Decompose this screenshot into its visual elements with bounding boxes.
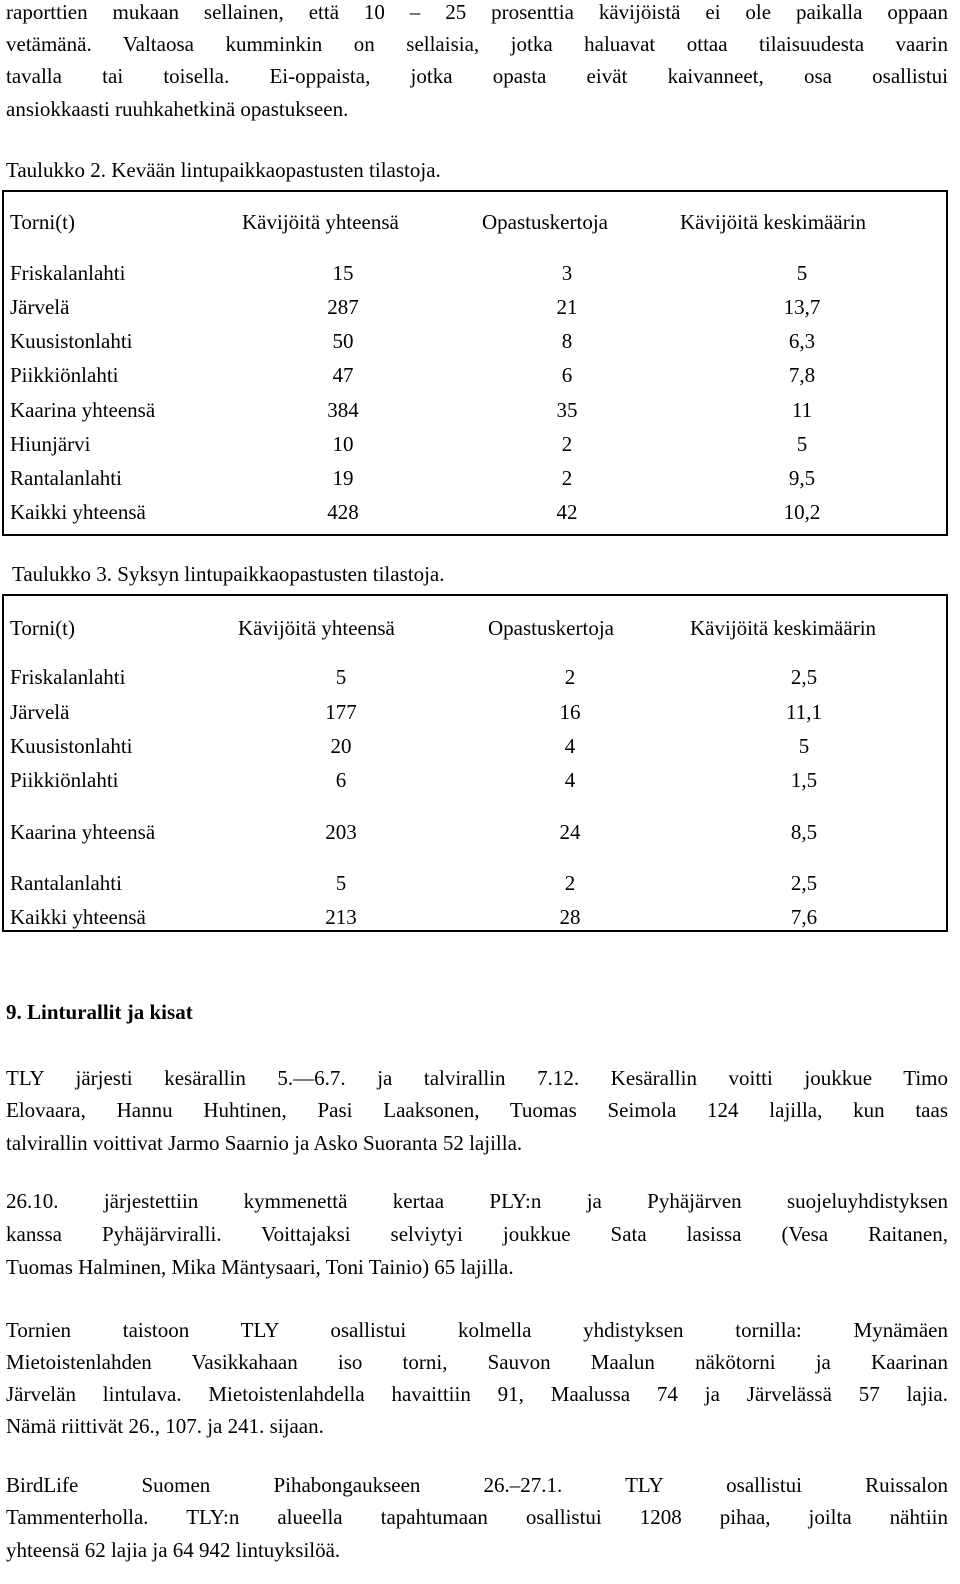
row-label-cell: Piikkiönlahti <box>10 768 119 792</box>
table-row <box>4 905 946 929</box>
value-cell: 10,2 <box>783 500 821 524</box>
table2-caption: Taulukko 2. Kevään lintupaikkaopastusten tilastoja. <box>6 158 441 182</box>
row-label-cell: Friskalanlahti <box>10 665 126 689</box>
value-cell: 6 <box>335 768 347 792</box>
row-label-cell: Järvelä <box>10 700 70 724</box>
table3-caption: Taulukko 3. Syksyn lintupaikkaopastusten tilastoja. <box>12 562 445 586</box>
value-cell: 8 <box>561 329 573 353</box>
value-cell: 428 <box>327 500 359 524</box>
row-label-cell: Hiunjärvi <box>10 432 91 456</box>
table-row <box>4 871 946 895</box>
table-row <box>4 432 946 456</box>
paragraph-line: Tammenterholla. TLY:n alueella tapahtumaan osallistui 1208 pihaa, joilta nähtiin <box>6 1505 948 1529</box>
value-cell: 21 <box>556 295 578 319</box>
value-cell: 24 <box>559 820 581 844</box>
value-cell: 42 <box>556 500 578 524</box>
table-row <box>4 329 946 353</box>
value-cell: 4 <box>564 734 576 758</box>
value-cell: 384 <box>327 398 359 422</box>
value-cell: 9,5 <box>788 466 816 490</box>
paragraph-line: Elovaara, Hannu Huhtinen, Pasi Laaksonen, Tuomas Seimola 124 lajilla, kun taas <box>6 1098 948 1122</box>
value-cell: 4 <box>564 768 576 792</box>
value-cell: 5 <box>335 871 347 895</box>
value-cell: 16 <box>559 700 581 724</box>
table-row <box>4 466 946 490</box>
value-cell: 11,1 <box>786 700 822 724</box>
value-cell: 11 <box>791 398 813 422</box>
value-cell: 5 <box>796 261 808 285</box>
paragraph-line: 26.10. järjestettiin kymmenettä kertaa PLY:n ja Pyhäjärven suojeluyhdistyksen <box>6 1189 948 1213</box>
value-cell: 28 <box>559 905 581 929</box>
paragraph-line: Tornien taistoon TLY osallistui kolmella yhdistyksen tornilla: Mynämäen <box>6 1318 948 1342</box>
row-label-cell: Kaikki yhteensä <box>10 905 146 929</box>
value-cell: 20 <box>330 734 352 758</box>
table3-header-cell: Kävijöitä yhteensä <box>238 616 395 640</box>
paragraph-line: kanssa Pyhäjärviralli. Voittajaksi selviytyi joukkue Sata lasissa (Vesa Raitanen, <box>6 1222 948 1246</box>
value-cell: 50 <box>332 329 354 353</box>
paragraph-line: Nämä riittivät 26., 107. ja 241. sijaan. <box>6 1414 324 1438</box>
row-label-cell: Kaarina yhteensä <box>10 398 156 422</box>
value-cell: 3 <box>561 261 573 285</box>
value-cell: 2 <box>564 871 576 895</box>
table-row <box>4 398 946 422</box>
value-cell: 7,8 <box>788 363 816 387</box>
paragraph-line: Tuomas Halminen, Mika Mäntysaari, Toni Tainio) 65 lajilla. <box>6 1255 514 1279</box>
intro-line: ansiokkaasti ruuhkahetkinä opastukseen. <box>6 97 349 121</box>
table-row <box>4 820 946 844</box>
value-cell: 287 <box>327 295 359 319</box>
section-heading: 9. Linturallit ja kisat <box>6 1000 193 1024</box>
value-cell: 13,7 <box>783 295 821 319</box>
row-label-cell: Kaarina yhteensä <box>10 820 156 844</box>
table-row <box>4 261 946 285</box>
table2-header-cell: Kävijöitä keskimäärin <box>680 210 867 234</box>
value-cell: 19 <box>332 466 354 490</box>
table2-header-cell: Opastuskertoja <box>482 210 608 234</box>
value-cell: 35 <box>556 398 578 422</box>
row-label-cell: Piikkiönlahti <box>10 363 119 387</box>
intro-line: vetämänä. Valtaosa kumminkin on sellaisia, jotka haluavat ottaa tilaisuudesta vaarin <box>6 32 948 56</box>
value-cell: 203 <box>325 820 357 844</box>
value-cell: 2,5 <box>790 665 818 689</box>
table2-header-cell: Torni(t) <box>10 210 76 234</box>
paragraph-line: Järvelän lintulava. Mietoistenlahdella havaittiin 91, Maalussa 74 ja Järvelässä 57 lajia. <box>6 1382 948 1406</box>
table-row <box>4 500 946 524</box>
table-row <box>4 295 946 319</box>
value-cell: 2 <box>561 432 573 456</box>
paragraph-line: BirdLife Suomen Pihabongaukseen 26.–27.1. TLY osallistui Ruissalon <box>6 1473 948 1497</box>
table-row <box>4 734 946 758</box>
row-label-cell: Kuusistonlahti <box>10 734 133 758</box>
value-cell: 2 <box>561 466 573 490</box>
row-label-cell: Rantalanlahti <box>10 871 122 895</box>
value-cell: 47 <box>332 363 354 387</box>
table3-header-cell: Kävijöitä keskimäärin <box>690 616 877 640</box>
table-row <box>4 363 946 387</box>
value-cell: 213 <box>325 905 357 929</box>
value-cell: 6,3 <box>788 329 816 353</box>
value-cell: 5 <box>796 432 808 456</box>
value-cell: 1,5 <box>790 768 818 792</box>
table2 <box>2 190 948 536</box>
row-label-cell: Friskalanlahti <box>10 261 126 285</box>
value-cell: 2 <box>564 665 576 689</box>
row-label-cell: Rantalanlahti <box>10 466 122 490</box>
table3-header-row <box>4 616 946 640</box>
value-cell: 10 <box>332 432 354 456</box>
value-cell: 15 <box>332 261 354 285</box>
paragraph-line: yhteensä 62 lajia ja 64 942 lintuyksilöä. <box>6 1538 341 1562</box>
table3-header-cell: Torni(t) <box>10 616 76 640</box>
value-cell: 5 <box>798 734 810 758</box>
table3-header-cell: Opastuskertoja <box>488 616 614 640</box>
table2-header-cell: Kävijöitä yhteensä <box>242 210 399 234</box>
intro-line: raporttien mukaan sellainen, että 10 – 25 prosenttia kävijöistä ei ole paikalla oppaan <box>6 0 948 24</box>
row-label-cell: Kaikki yhteensä <box>10 500 146 524</box>
row-label-cell: Kuusistonlahti <box>10 329 133 353</box>
table-row <box>4 665 946 689</box>
table3 <box>2 594 948 932</box>
paragraph-line: TLY järjesti kesärallin 5.—6.7. ja talvirallin 7.12. Kesärallin voitti joukkue Timo <box>6 1066 948 1090</box>
table-row <box>4 700 946 724</box>
row-label-cell: Järvelä <box>10 295 70 319</box>
value-cell: 2,5 <box>790 871 818 895</box>
paragraph-line: Mietoistenlahden Vasikkahaan iso torni, Sauvon Maalun näkötorni ja Kaarinan <box>6 1350 948 1374</box>
value-cell: 5 <box>335 665 347 689</box>
intro-line: tavalla tai toisella. Ei-oppaista, jotka opasta eivät kaivanneet, osa osallistui <box>6 64 948 88</box>
value-cell: 7,6 <box>790 905 818 929</box>
paragraph-line: talvirallin voittivat Jarmo Saarnio ja Asko Suoranta 52 lajilla. <box>6 1131 523 1155</box>
table-row <box>4 768 946 792</box>
value-cell: 8,5 <box>790 820 818 844</box>
value-cell: 6 <box>561 363 573 387</box>
value-cell: 177 <box>325 700 357 724</box>
table2-header-row <box>4 210 946 234</box>
